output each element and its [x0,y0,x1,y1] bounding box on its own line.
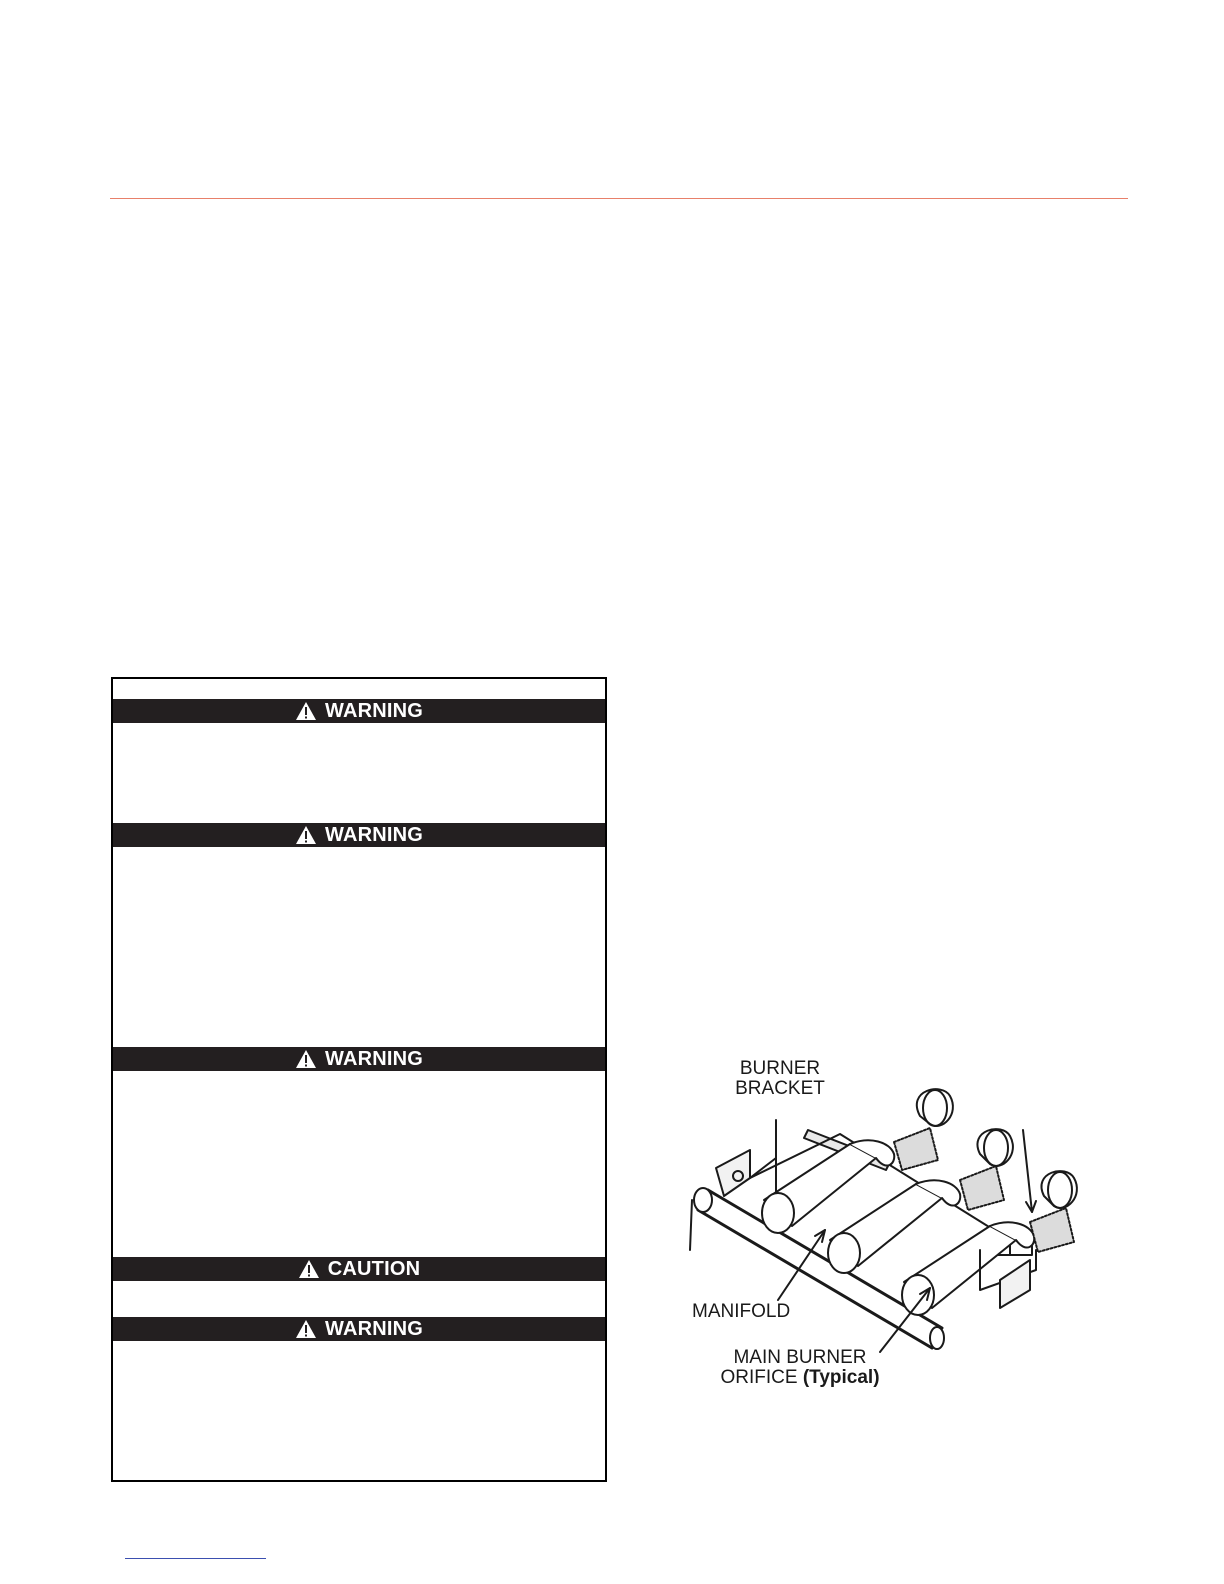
caution-banner [113,1257,605,1281]
banner-label: WARNING [324,699,424,722]
banner-label: WARNING [324,1047,424,1070]
banner-label: WARNING [324,1317,424,1340]
typical-note: (Typical) [802,1367,880,1388]
warning-banner-2 [113,823,605,847]
burner-bracket-label [730,1059,830,1099]
warning-banner-3 [113,1047,605,1071]
orifice-word: ORIFICE [720,1367,798,1388]
manifold-label: MANIFOLD [692,1301,791,1322]
warning-triangle-icon [295,1049,317,1069]
warning-triangle-icon [295,701,317,721]
burner-assembly-figure [680,1050,1120,1400]
warning-triangle-icon [295,825,317,845]
warning-banner-4 [113,1317,605,1341]
warning-banner-1 [113,699,605,723]
main-burner-orifice-label [710,1348,890,1388]
warning-triangle-icon [295,1319,317,1339]
burner-bracket-label-line1: BURNER [739,1058,821,1079]
banner-label: WARNING [324,823,424,846]
main-burner-orifice-line2 [710,1368,890,1388]
header-rule [110,198,1128,199]
banner-label: CAUTION [327,1257,421,1280]
footer-link-underline [125,1558,266,1559]
burner-bracket-label-line2: BRACKET [735,1078,825,1099]
warning-triangle-icon [298,1259,320,1279]
safety-warnings-box [111,677,607,1482]
main-burner-orifice-line1: MAIN BURNER [733,1347,867,1368]
